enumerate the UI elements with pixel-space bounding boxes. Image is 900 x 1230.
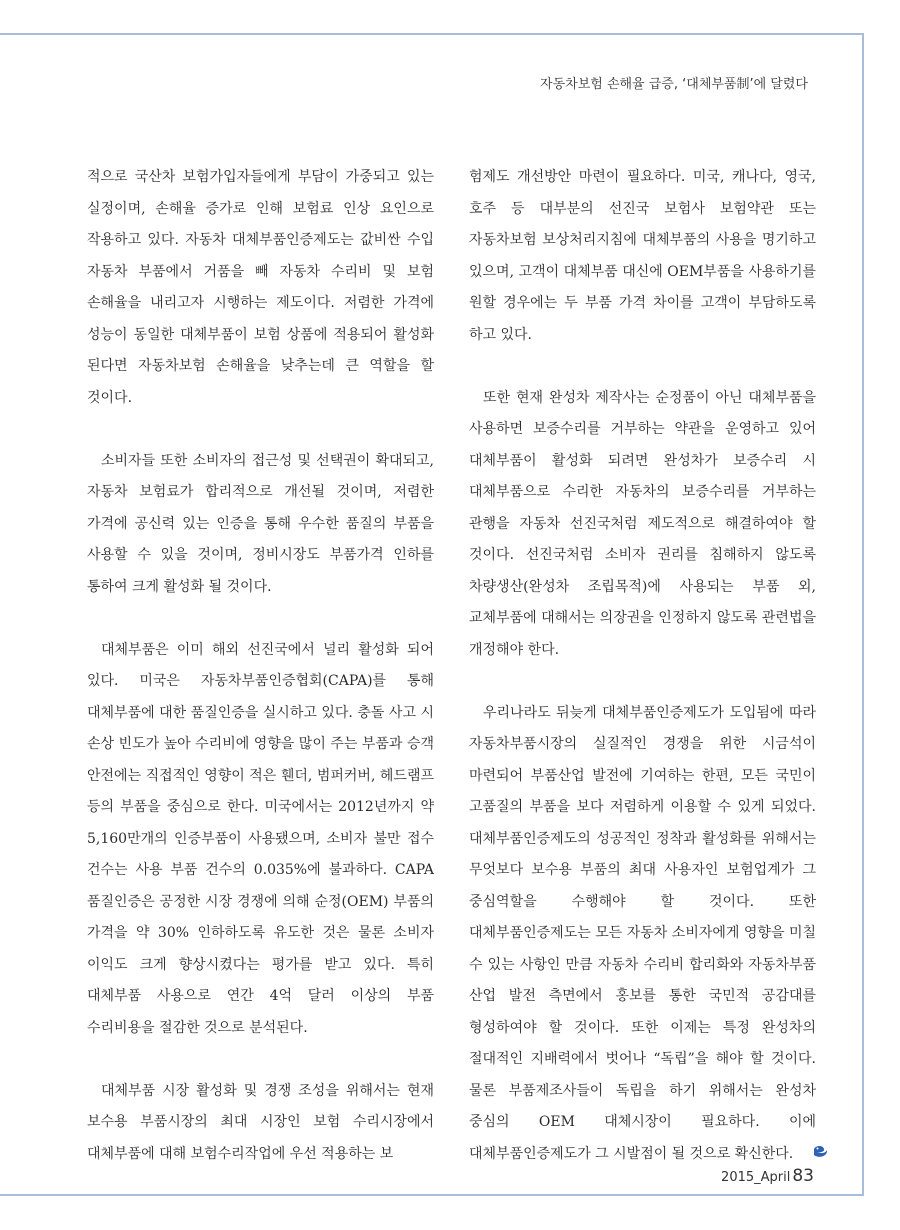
page-number: 83 [792, 1166, 814, 1186]
left-paragraph-2: 소비자들 또한 소비자의 접근성 및 선택권이 확대되고, 자동차 보험료가 합리적으로 개선될 것이며, 저렴한 가격에 공신력 있는 인증을 통해 우수한 품질의 부품을 사용할 수 있을 것이며, 정비시장도 부품가격 인하를 통하여 크게 활성화 될 것이다. [87, 452, 434, 595]
right-paragraph-3 [469, 698, 816, 1171]
left-paragraph-1: 적으로 국산차 보험가입자들에게 부담이 가중되고 있는 실정이며, 손해율 증가로 인해 보험료 인상 요인으로 작용하고 있다. 자동차 대체부품인증제도는 값비싼 수입 자동차 부품에서 거품을 빼 자동차 수리비 및 보험 손해율을 내리고자 시행하는 제도이다. 저렴한 가격에 성능이 동일한 대체부품이 보험 상품에 적용되어 활성화 된다면 자동차보험 손해율을 낮추는데 큰 역할을 할 것이다. [87, 169, 434, 406]
end-of-article-mark-icon [797, 1141, 815, 1157]
left-column [87, 162, 434, 1170]
frame-top-border [0, 33, 864, 35]
frame-bottom-border [0, 1194, 864, 1196]
right-paragraph-3-text: 우리나라도 뒤늦게 대체부품인증제도가 도입됨에 따라 자동차부품시장의 실질적인 경쟁을 위한 시금석이 마련되어 부품산업 발전에 기여하는 한편, 모든 국민이 고품질의 부품을 보다 저렴하게 이용할 수 있게 되었다. 대체부품인증제도의 성공적인 정착과 활성화를 위해서는 무엇보다 보수용 부품의 최대 사용자인 보험업계가 그 중심역할을 수행해야 할 것이다. 또한 대체부품인증제도는 모든 자동차 소비자에게 영향을 미칠 수 있는 사항인 만큼 자동차 수리비 합리화와 자동차부품 산업 발전 측면에서 홍보를 통한 국민적 공감대를 형성하여야 할 것이다. 또한 이제는 특정 완성차의 절대적인 지배력에서 벗어나 “독립”을 해야 할 것이다. 물론 부품제조사들이 독립을 하기 위해서는 완성차 중심의 OEM 대체시장이 필요하다. 이에 대체부품인증제도가 그 시발점이 될 것으로 확신한다. [469, 704, 816, 1162]
left-paragraph-4: 대체부품 시장 활성화 및 경쟁 조성을 위해서는 현재 보수용 부품시장의 최대 시장인 보험 수리시장에서 대체부품에 대해 보험수리작업에 우선 적용하는 보 [87, 1082, 434, 1162]
left-paragraph-3: 대체부품은 이미 해외 선진국에서 널리 활성화 되어 있다. 미국은 자동차부품인증협회(CAPA)를 통해 대체부품에 대한 품질인증을 실시하고 있다. 충돌 사고 시 손상 빈도가 높아 수리비에 영향을 많이 주는 부품과 승객 안전에는 직접적인 영향이 적은 휀더, 범퍼커버, 헤드램프 등의 부품을 중심으로 한다. 미국에서는 2012년까지 약 5,160만개의 인증부품이 사용됐으며, 소비자 불만 접수 건수는 사용 부품 건수의 0.035%에 불과하다. CAPA 품질인증은 공정한 시장 경쟁에 의해 순정(OEM) 부품의 가격을 약 30% 인하하도록 유도한 것은 물론 소비자 이익도 크게 향상시켰다는 평가를 받고 있다. 특히 대체부품 사용으로 연간 4억 달러 이상의 부품 수리비용을 절감한 것으로 분석된다. [87, 641, 434, 1036]
right-paragraph-1: 험제도 개선방안 마련이 필요하다. 미국, 캐나다, 영국, 호주 등 대부분의 선진국 보험사 보험약관 또는 자동차보험 보상처리지침에 대체부품의 사용을 명기하고 있으며, 고객이 대체부품 대신에 OEM부품을 사용하기를 원할 경우에는 두 부품 가격 차이를 고객이 부담하도록 하고 있다. [469, 169, 816, 343]
right-column [469, 162, 816, 1170]
issue-label: 2015_April [721, 1170, 791, 1185]
frame-right-border [862, 33, 864, 1196]
right-paragraph-2: 또한 현재 완성차 제작사는 순정품이 아닌 대체부품을 사용하면 보증수리를 거부하는 약관을 운영하고 있어 대체부품이 활성화 되려면 완성차가 보증수리 시 대체부품으로 수리한 자동차의 보증수리를 거부하는 관행을 자동차 선진국처럼 제도적으로 해결하여야 할 것이다. 선진국처럼 소비자 권리를 침해하지 않도록 차량생산(완성차 조립목적)에 사용되는 부품 외, 교체부품에 대해서는 의장권을 인정하지 않도록 관련법을 개정해야 한다. [469, 389, 816, 658]
running-header: 자동차보험 손해율 급증, ‘대체부품制’에 달렸다 [540, 77, 808, 92]
page-footer [721, 1166, 814, 1186]
